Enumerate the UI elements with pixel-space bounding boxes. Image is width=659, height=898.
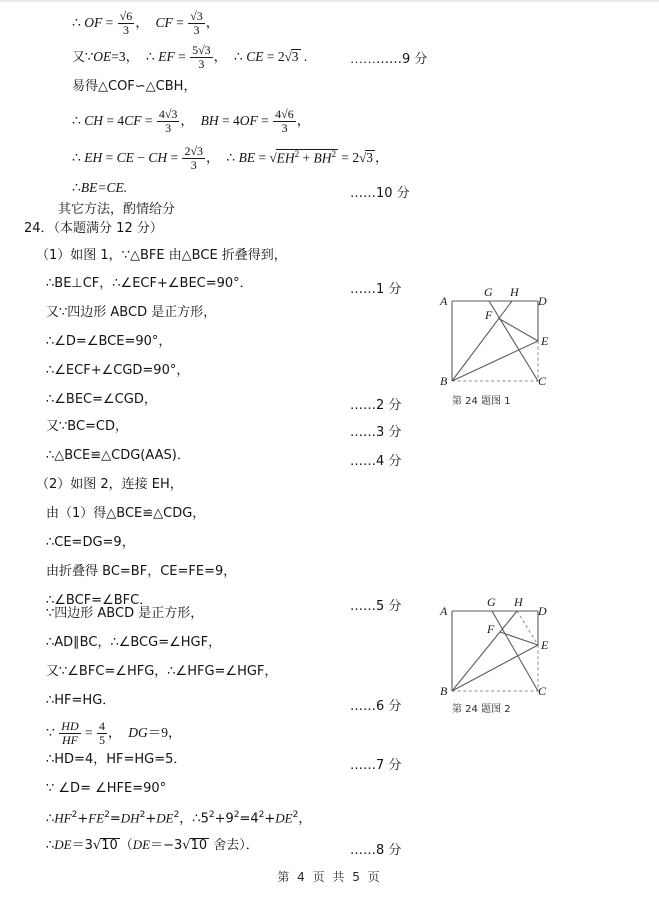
q23-line-5: ∴ EH = CE − CH = $\frac{2√3}{3}$ ， ∴ BE = $√EH^2 + BH^2 = 2√3$ ， — [72, 144, 389, 172]
q23-line-3: 易得△COF∽△CBH， — [72, 79, 197, 94]
figure-2-label-H: H — [514, 595, 523, 609]
q24-p1-line-5: ∴∠BEC=∠CGD， — [46, 392, 157, 407]
figure-2-label-F: F — [487, 622, 495, 636]
q24-p2-line-2: ∴CE=DG=9， — [46, 535, 135, 550]
q24-p1-line-1: ∴BE⊥CF，∴∠ECF+∠BEC=90°． — [46, 276, 253, 291]
segment-FE — [500, 632, 538, 645]
q24-p2-tail-3: ∴DE＝3√10 （DE＝−3√10 舍去）． — [46, 837, 259, 853]
q24-p1-line-6: 又∵BC=CD， — [46, 419, 129, 434]
q24-p2-line-8: ∴HF=HG． — [46, 693, 116, 708]
q24-score-1: ……1 分 — [350, 282, 402, 297]
q23-line-4: ∴ CH = 4CF = $\frac{4√3}{3}$ ， BH = 4OF = $\frac{4√6}{3}$ ， — [72, 107, 311, 135]
figure-1-label-B: B — [440, 374, 448, 388]
q24-p2-line-4: ∴∠BCF=∠BFC． — [46, 593, 153, 608]
q24-number: 24． — [24, 221, 54, 236]
segment-HE-dashed — [517, 611, 538, 645]
q24-p1-line-3: ∴∠D=∠BCE=90°， — [46, 334, 172, 349]
q24-p2-tail-2: $\therefore HF^2+FE^2=DH^2+DE^2$，$\therefore 5^2+9^2=4^2+DE^2$， — [46, 810, 312, 827]
figure-1-label-D: D — [538, 294, 547, 308]
segment-FE — [498, 318, 538, 341]
q23-line-1: ∴ OF = $\frac{√6}{3}$ ， CF = $\frac{√3}{3}$ ， — [72, 9, 220, 37]
q24-score-4: ……4 分 — [350, 454, 402, 469]
q24-p2-line-0: （2）如图 2，连接 EH， — [36, 477, 183, 492]
figure-2-label-C: C — [538, 684, 547, 698]
q23-line-7: 其它方法，酌情给分 — [58, 202, 176, 217]
q24-p2-line-3: 由折叠得 BC=BF，CE=FE=9， — [46, 564, 237, 579]
figure-1-caption: 第 24 题图 1 — [452, 396, 511, 407]
q24-score-5: ……5 分 — [350, 599, 402, 614]
q24-title: （本题满分 12 分） — [53, 221, 163, 236]
q23-line-6: ∴BE=CE. — [72, 180, 128, 196]
q24-score-3: ……3 分 — [350, 425, 402, 440]
figure-1-label-A: A — [440, 294, 448, 308]
q24-p1-line-0: （1）如图 1，∵△BFE 由△BCE 折叠得到， — [36, 248, 287, 263]
figure-1-label-F: F — [485, 308, 493, 322]
q23-score-10: ……10 分 — [350, 186, 410, 201]
q24-p2-tail-0: ∴HD=4，HF=HG=5． — [46, 752, 187, 767]
q24-score-8: ……8 分 — [350, 843, 402, 858]
q24-p2-tail-1: ∵ ∠D= ∠HFE=90° — [46, 781, 167, 796]
figure-2-label-B: B — [440, 684, 448, 698]
figure-2 — [430, 585, 580, 705]
segment-BE — [452, 341, 538, 381]
q24-score-6: ……6 分 — [350, 699, 402, 714]
q24-header — [24, 222, 163, 236]
page-top-edge — [0, 0, 659, 2]
q24-p1-line-4: ∴∠ECF+∠CGD=90°， — [46, 363, 190, 378]
figure-2-label-G: G — [487, 595, 496, 609]
figure-1-label-C: C — [538, 374, 547, 388]
q23-score-9: …………9 分 — [350, 51, 428, 67]
q24-p2-line-7: 又∵∠BFC=∠HFG，∴∠HFG=∠HGF， — [46, 664, 278, 679]
q24-p2-line-1: 由（1）得△BCE≌△CDG， — [46, 506, 206, 521]
segment-BH-through-F — [452, 611, 517, 691]
figure-1-label-H: H — [510, 285, 519, 299]
figure-1-label-E: E — [541, 334, 549, 348]
segment-GC-through-F — [489, 301, 538, 381]
segment-GC-through-F — [492, 611, 538, 691]
q24-ratio-line: ∵ $\frac{HD}{HF}$ = $\frac{4}{5}$ ， DG＝9， — [46, 719, 182, 747]
figure-1-label-G: G — [484, 285, 493, 299]
figure-2-label-A: A — [440, 604, 448, 618]
q24-score-7: ……7 分 — [350, 758, 402, 773]
figure-1 — [430, 275, 580, 395]
segment-BH-through-F — [452, 301, 512, 381]
q24-p1-line-7: ∴△BCE≌△CDG(AAS)． — [46, 448, 190, 463]
q24-p2-line-5: ∵四边形 ABCD 是正方形， — [46, 606, 204, 621]
figure-2-caption: 第 24 题图 2 — [452, 704, 511, 715]
q24-p1-line-2: 又∵四边形 ABCD 是正方形， — [46, 305, 217, 320]
figure-2-label-E: E — [541, 638, 549, 652]
figure-1-svg — [430, 275, 580, 395]
page-footer: 第 4 页 共 5 页 — [277, 870, 382, 884]
figure-2-label-D: D — [538, 604, 547, 618]
q23-line-2: 又∵OE=3， ∴ EF = $\frac{5√3}{3}$ ， ∴ CE = 2√3 . — [72, 43, 308, 71]
q24-p2-line-6: ∴AD∥BC，∴∠BCG=∠HGF， — [46, 635, 222, 650]
q24-score-2: ……2 分 — [350, 398, 402, 413]
figure-2-svg — [430, 585, 580, 705]
